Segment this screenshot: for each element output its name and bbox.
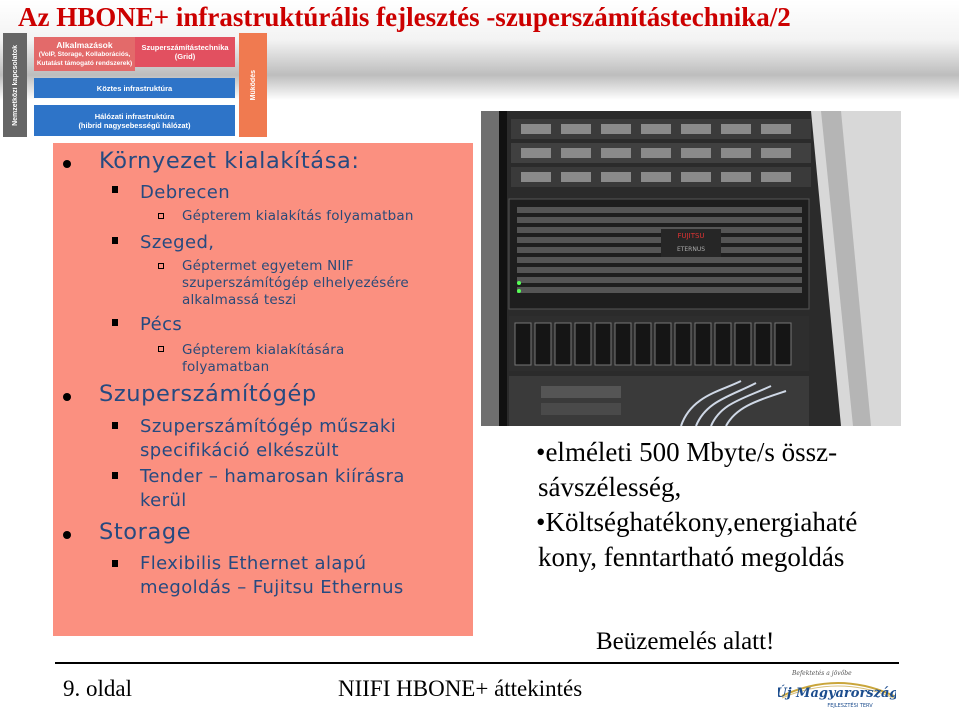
logo-small-text: Befektetés a jövőbe <box>792 670 852 677</box>
pecs-sub-line1: Gépterem kialakítására <box>182 342 345 358</box>
super-item2-line1: Tender – hamarosan kiírásra <box>140 466 405 487</box>
photo-brand-label: FUJITSU <box>677 232 705 240</box>
bullet-square <box>112 472 118 479</box>
bullet-square <box>112 422 118 429</box>
page-title: Az HBONE+ infrastruktúrális fejlesztés -szuperszámítástechnika/2 <box>18 2 791 32</box>
storage-item-line2: megoldás – Fujitsu Ethernus <box>140 577 404 598</box>
logo-graphic <box>778 666 896 710</box>
bullet-box <box>158 263 164 269</box>
bullet-square <box>112 186 118 193</box>
logo-main-text: Új Magyarország <box>778 686 896 701</box>
diagram-supercomputing-box <box>135 37 235 67</box>
szeged-sub-line3: alkalmassá teszi <box>182 292 297 308</box>
bandwidth-line2: sávszélesség, <box>538 472 682 502</box>
footer-divider <box>55 662 899 664</box>
diagram-applications-box <box>34 37 135 71</box>
diagram-kozt-label: Köztes infrastruktúra <box>96 83 173 93</box>
bullet-dot <box>63 393 71 401</box>
bullet-box <box>158 346 164 352</box>
diagram-apps-line3: Kutatást támogató rendszerek) <box>36 59 133 67</box>
bullet-square <box>112 560 118 567</box>
bandwidth-line1: •elméleti 500 Mbyte/s össz- <box>536 437 838 467</box>
logo-sub-text: FEJLESZTÉSI TERV <box>827 703 873 709</box>
diagram-side-right-label: Működés <box>249 69 257 101</box>
super-item1-line2: specifikáció elkészült <box>140 440 339 461</box>
diagram-halo-line2: (hibrid nagysebességű hálózat) <box>78 120 191 130</box>
pecs-sub-line2: folyamatban <box>182 359 270 375</box>
storage-heading: Storage <box>99 519 192 545</box>
efficiency-line2: kony, fenntartható megoldás <box>538 542 845 572</box>
layer-diagram <box>3 33 268 139</box>
env-heading: Környezet kialakítása: <box>99 148 360 174</box>
footer-title: NIIFI HBONE+ áttekintés <box>338 676 583 701</box>
diagram-halo-line1: Hálózati infrastruktúra <box>94 111 175 121</box>
szeged-item: Szeged, <box>140 232 215 253</box>
debrecen-item: Debrecen <box>140 182 231 203</box>
diagram-apps-line2: (VoIP, Storage, Kollaborációs, <box>38 50 131 58</box>
efficiency-line1: •Költséghatékony,energiahaté <box>536 507 858 537</box>
diagram-super-line1: Szuperszámítástechnika <box>141 43 229 52</box>
storage-item-line1: Flexibilis Ethernet alapú <box>140 553 367 574</box>
bullet-box <box>158 213 164 219</box>
bullet-square <box>112 237 118 244</box>
bullet-dot <box>63 531 71 539</box>
diagram-operations <box>239 33 267 137</box>
diagram-international-connections <box>3 33 27 137</box>
diagram-side-left-label: Nemzetközi kapcsolatok <box>11 44 19 126</box>
bullet-square <box>112 319 118 326</box>
photo-model-label: ETERNUS <box>676 246 706 253</box>
szeged-sub-line1: Géptermet egyetem NIIF <box>182 258 354 274</box>
page-number: 9. oldal <box>63 676 132 701</box>
super-item2-line2: kerül <box>140 490 187 511</box>
diagram-super-line2: (Grid) <box>174 52 196 61</box>
server-rack-photo <box>481 111 901 426</box>
deployment-status: Beüzemelés alatt! <box>596 628 775 655</box>
szeged-sub-line2: szuperszámítógép elhelyezésére <box>182 275 409 291</box>
uj-magyarorszag-logo <box>778 666 896 710</box>
server-rack-illustration <box>481 111 901 426</box>
pecs-item: Pécs <box>140 314 183 335</box>
diagram-apps-line1: Alkalmazások <box>56 39 113 50</box>
diagram-middleware-box <box>34 78 235 98</box>
bullet-dot <box>63 160 71 168</box>
debrecen-sub: Gépterem kialakítás folyamatban <box>182 208 414 224</box>
super-heading: Szuperszámítógép <box>99 381 317 407</box>
diagram-network-box <box>34 105 235 136</box>
super-item1-line1: Szuperszámítógép műszaki <box>140 416 397 437</box>
